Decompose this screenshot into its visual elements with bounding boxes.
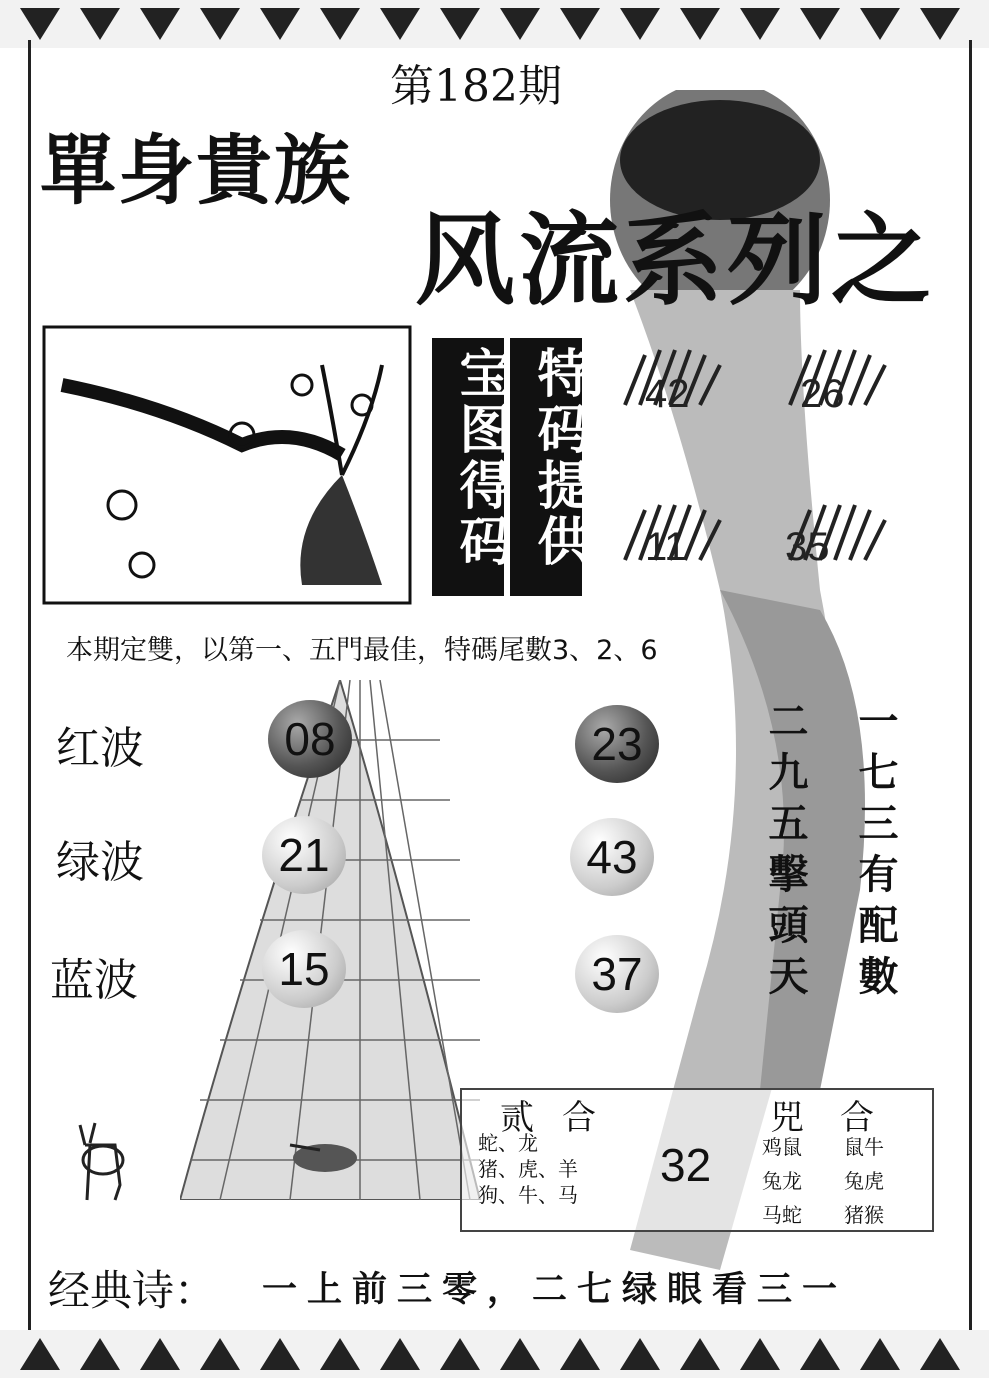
wave-label-red: 红波 [56,723,144,774]
wave-label-blue: 蓝波 [50,955,138,1006]
info-line: 本期定雙，以第一、五門最佳，特碼尾數3、2、6 [66,635,658,666]
combo-right-list [762,1130,884,1232]
pair-b: 兔虎 [844,1169,884,1193]
issue-number: 第182期 [390,61,562,112]
grass-number-3: 11 [645,525,687,569]
combo-left-title: 贰合 [500,1098,624,1138]
wave-label-green: 绿波 [56,837,144,888]
grass-number-2: 26 [800,372,845,416]
combo-left-row: 猪、虎、羊 [478,1157,578,1181]
green-ball-1: 21 [262,816,346,894]
blue-ball-1: 15 [262,930,346,1008]
bottom-border-ornament [0,1330,989,1378]
poem-label: 经典诗： [48,1266,217,1315]
blue-ball-2: 37 [575,935,659,1013]
bird-icon [280,1130,370,1180]
combo-right-row [762,1164,884,1198]
right-column-1: 二九五擊頭天 [762,700,808,1006]
red-ball-1: 08 [268,700,352,778]
combo-left-row: 狗、牛、马 [478,1183,578,1207]
grass-number-4: 35 [785,525,830,569]
combo-right-title: 兕合 [770,1098,910,1138]
blank-white-box [42,250,342,322]
combo-left-row: 蛇、龙 [478,1131,538,1155]
pair-b: 鼠牛 [844,1135,884,1159]
red-ball-2: 23 [575,705,659,783]
grass-number-1: 42 [645,372,690,416]
pair-a: 兔龙 [762,1169,802,1193]
title-left: 單身貴族 [40,126,352,215]
combo-left-list [478,1130,578,1208]
box-special-code-text: 特码提供 [528,346,588,570]
combo-right-row [762,1130,884,1164]
combo-right-row [762,1198,884,1232]
goat-icon [75,1115,135,1205]
pair-a: 鸡鼠 [762,1135,802,1159]
box-treasure-map-text: 宝图得码 [450,346,510,570]
pair-a: 马蛇 [762,1203,802,1227]
plum-tree-icon [42,325,412,605]
title-main: 风流系列之 [415,202,935,319]
poem-text: 一上前三零，二七绿眼看三一 [262,1270,848,1310]
combo-center-number: 32 [660,1139,712,1191]
pair-b: 猪猴 [844,1203,884,1227]
green-ball-2: 43 [570,818,654,896]
right-column-2: 一七三有配數 [852,700,898,1006]
